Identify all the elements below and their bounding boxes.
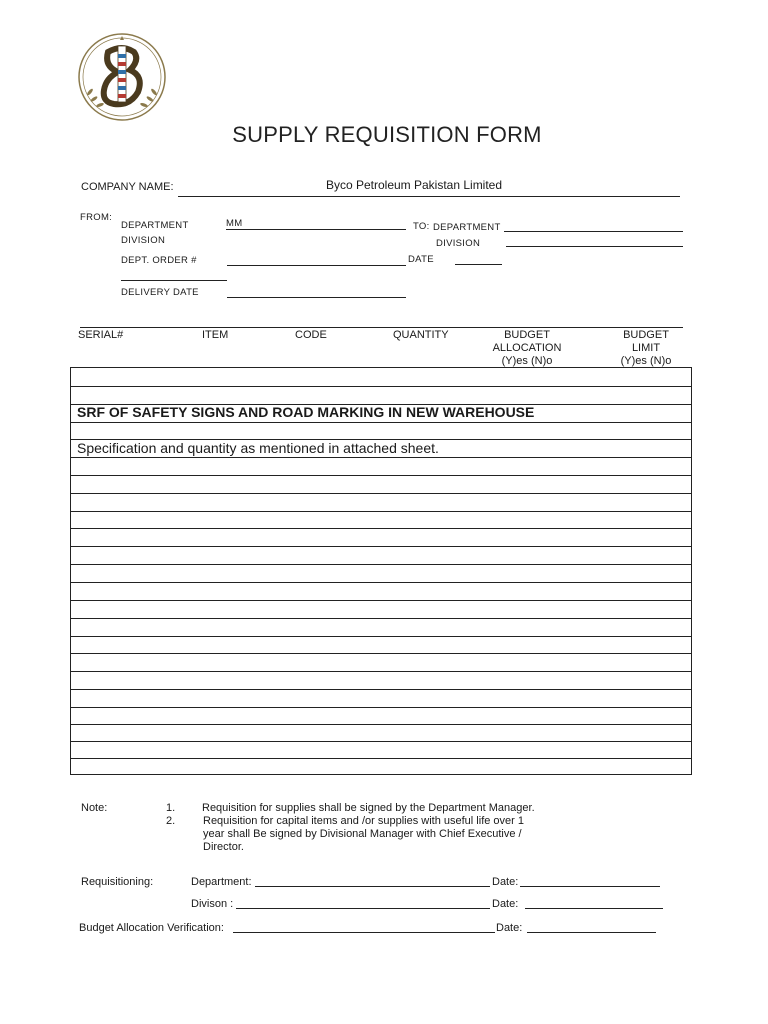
col-budget-limit-1: BUDGET	[623, 329, 669, 341]
col-budget-allocation-2: ALLOCATION	[492, 342, 562, 354]
table-row-line	[71, 653, 691, 654]
table-row-line	[71, 689, 691, 690]
company-name-label: COMPANY NAME:	[81, 181, 174, 193]
sig-division-line[interactable]	[236, 908, 490, 909]
date-line[interactable]	[455, 264, 502, 265]
table-row-line	[71, 741, 691, 742]
header-rule	[80, 327, 683, 328]
note-2-line-3: Director.	[203, 841, 244, 853]
note-1-number: 1.	[166, 802, 176, 814]
sig-date-label-2: Date:	[492, 898, 519, 910]
table-row-line	[71, 528, 691, 529]
sig-date-line-2[interactable]	[525, 908, 663, 909]
sig-date-label-3: Date:	[496, 922, 523, 934]
table-row-line	[71, 475, 691, 476]
col-code: CODE	[295, 329, 327, 341]
dept-order-line[interactable]	[227, 265, 406, 266]
table-row-line	[71, 636, 691, 637]
note-2-number: 2.	[166, 815, 176, 827]
srf-title[interactable]: SRF OF SAFETY SIGNS AND ROAD MARKING IN NEW WAREHOUSE	[77, 404, 535, 420]
delivery-date-label: DELIVERY DATE	[121, 287, 199, 298]
delivery-date-line[interactable]	[227, 297, 406, 298]
col-quantity: QUANTITY	[393, 329, 449, 341]
table-row-line	[71, 546, 691, 547]
table-row-line	[71, 422, 691, 423]
col-serial: SERIAL#	[78, 329, 124, 341]
division-label: DIVISION	[121, 235, 166, 246]
note-2-line-2: year shall Be signed by Divisional Manager with Chief Executive /	[203, 828, 522, 840]
table-row-line	[71, 386, 691, 387]
table-row-line	[71, 493, 691, 494]
sig-date-line-3[interactable]	[527, 932, 656, 933]
table-row-line	[71, 511, 691, 512]
dept-order-label: DEPT. ORDER #	[121, 255, 197, 266]
table-row-line	[71, 618, 691, 619]
table-row-line	[71, 707, 691, 708]
sig-date-label: Date:	[492, 876, 519, 888]
dept-order-line-2	[121, 280, 227, 281]
date-label: DATE	[408, 254, 434, 265]
company-name-value[interactable]: Byco Petroleum Pakistan Limited	[325, 178, 503, 192]
from-label: FROM:	[80, 212, 113, 223]
sig-division-label: Divison :	[191, 898, 234, 910]
table-row-line	[71, 758, 691, 759]
sig-department-line[interactable]	[255, 886, 490, 887]
to-division-label: DIVISION	[436, 238, 481, 249]
to-department-line[interactable]	[504, 231, 683, 232]
col-budget-allocation-3: (Y)es (N)o	[501, 355, 553, 367]
spec-text[interactable]: Specification and quantity as mentioned in attached sheet.	[77, 440, 439, 456]
items-table	[70, 367, 692, 775]
table-row-line	[71, 564, 691, 565]
table-row-line	[71, 600, 691, 601]
col-budget-limit-2: LIMIT	[631, 342, 661, 354]
col-item: ITEM	[202, 329, 229, 341]
budget-verification-label: Budget Allocation Verification:	[79, 922, 224, 934]
table-row-line	[71, 671, 691, 672]
col-budget-allocation-1: BUDGET	[504, 329, 550, 341]
table-row-line	[71, 724, 691, 725]
department-line	[226, 229, 406, 230]
department-value[interactable]: MM	[226, 218, 243, 229]
table-row-line	[71, 457, 691, 458]
to-department-label: DEPARTMENT	[433, 222, 501, 233]
budget-verification-line[interactable]	[233, 932, 495, 933]
note-2-line-1: Requisition for capital items and /or supplies with useful life over 1	[203, 815, 524, 827]
table-row-line	[71, 582, 691, 583]
to-label: TO:	[413, 221, 430, 232]
company-name-line	[178, 196, 680, 197]
to-division-line[interactable]	[506, 246, 683, 247]
note-label: Note:	[81, 802, 108, 814]
page-title: SUPPLY REQUISITION FORM	[232, 122, 542, 147]
requisitioning-label: Requisitioning:	[81, 876, 154, 888]
sig-department-label: Department:	[191, 876, 252, 888]
note-1-text: Requisition for supplies shall be signed by the Department Manager.	[202, 802, 535, 814]
col-budget-limit-3: (Y)es (N)o	[620, 355, 672, 367]
department-label: DEPARTMENT	[121, 220, 189, 231]
company-logo	[74, 32, 170, 122]
sig-date-line[interactable]	[520, 886, 660, 887]
